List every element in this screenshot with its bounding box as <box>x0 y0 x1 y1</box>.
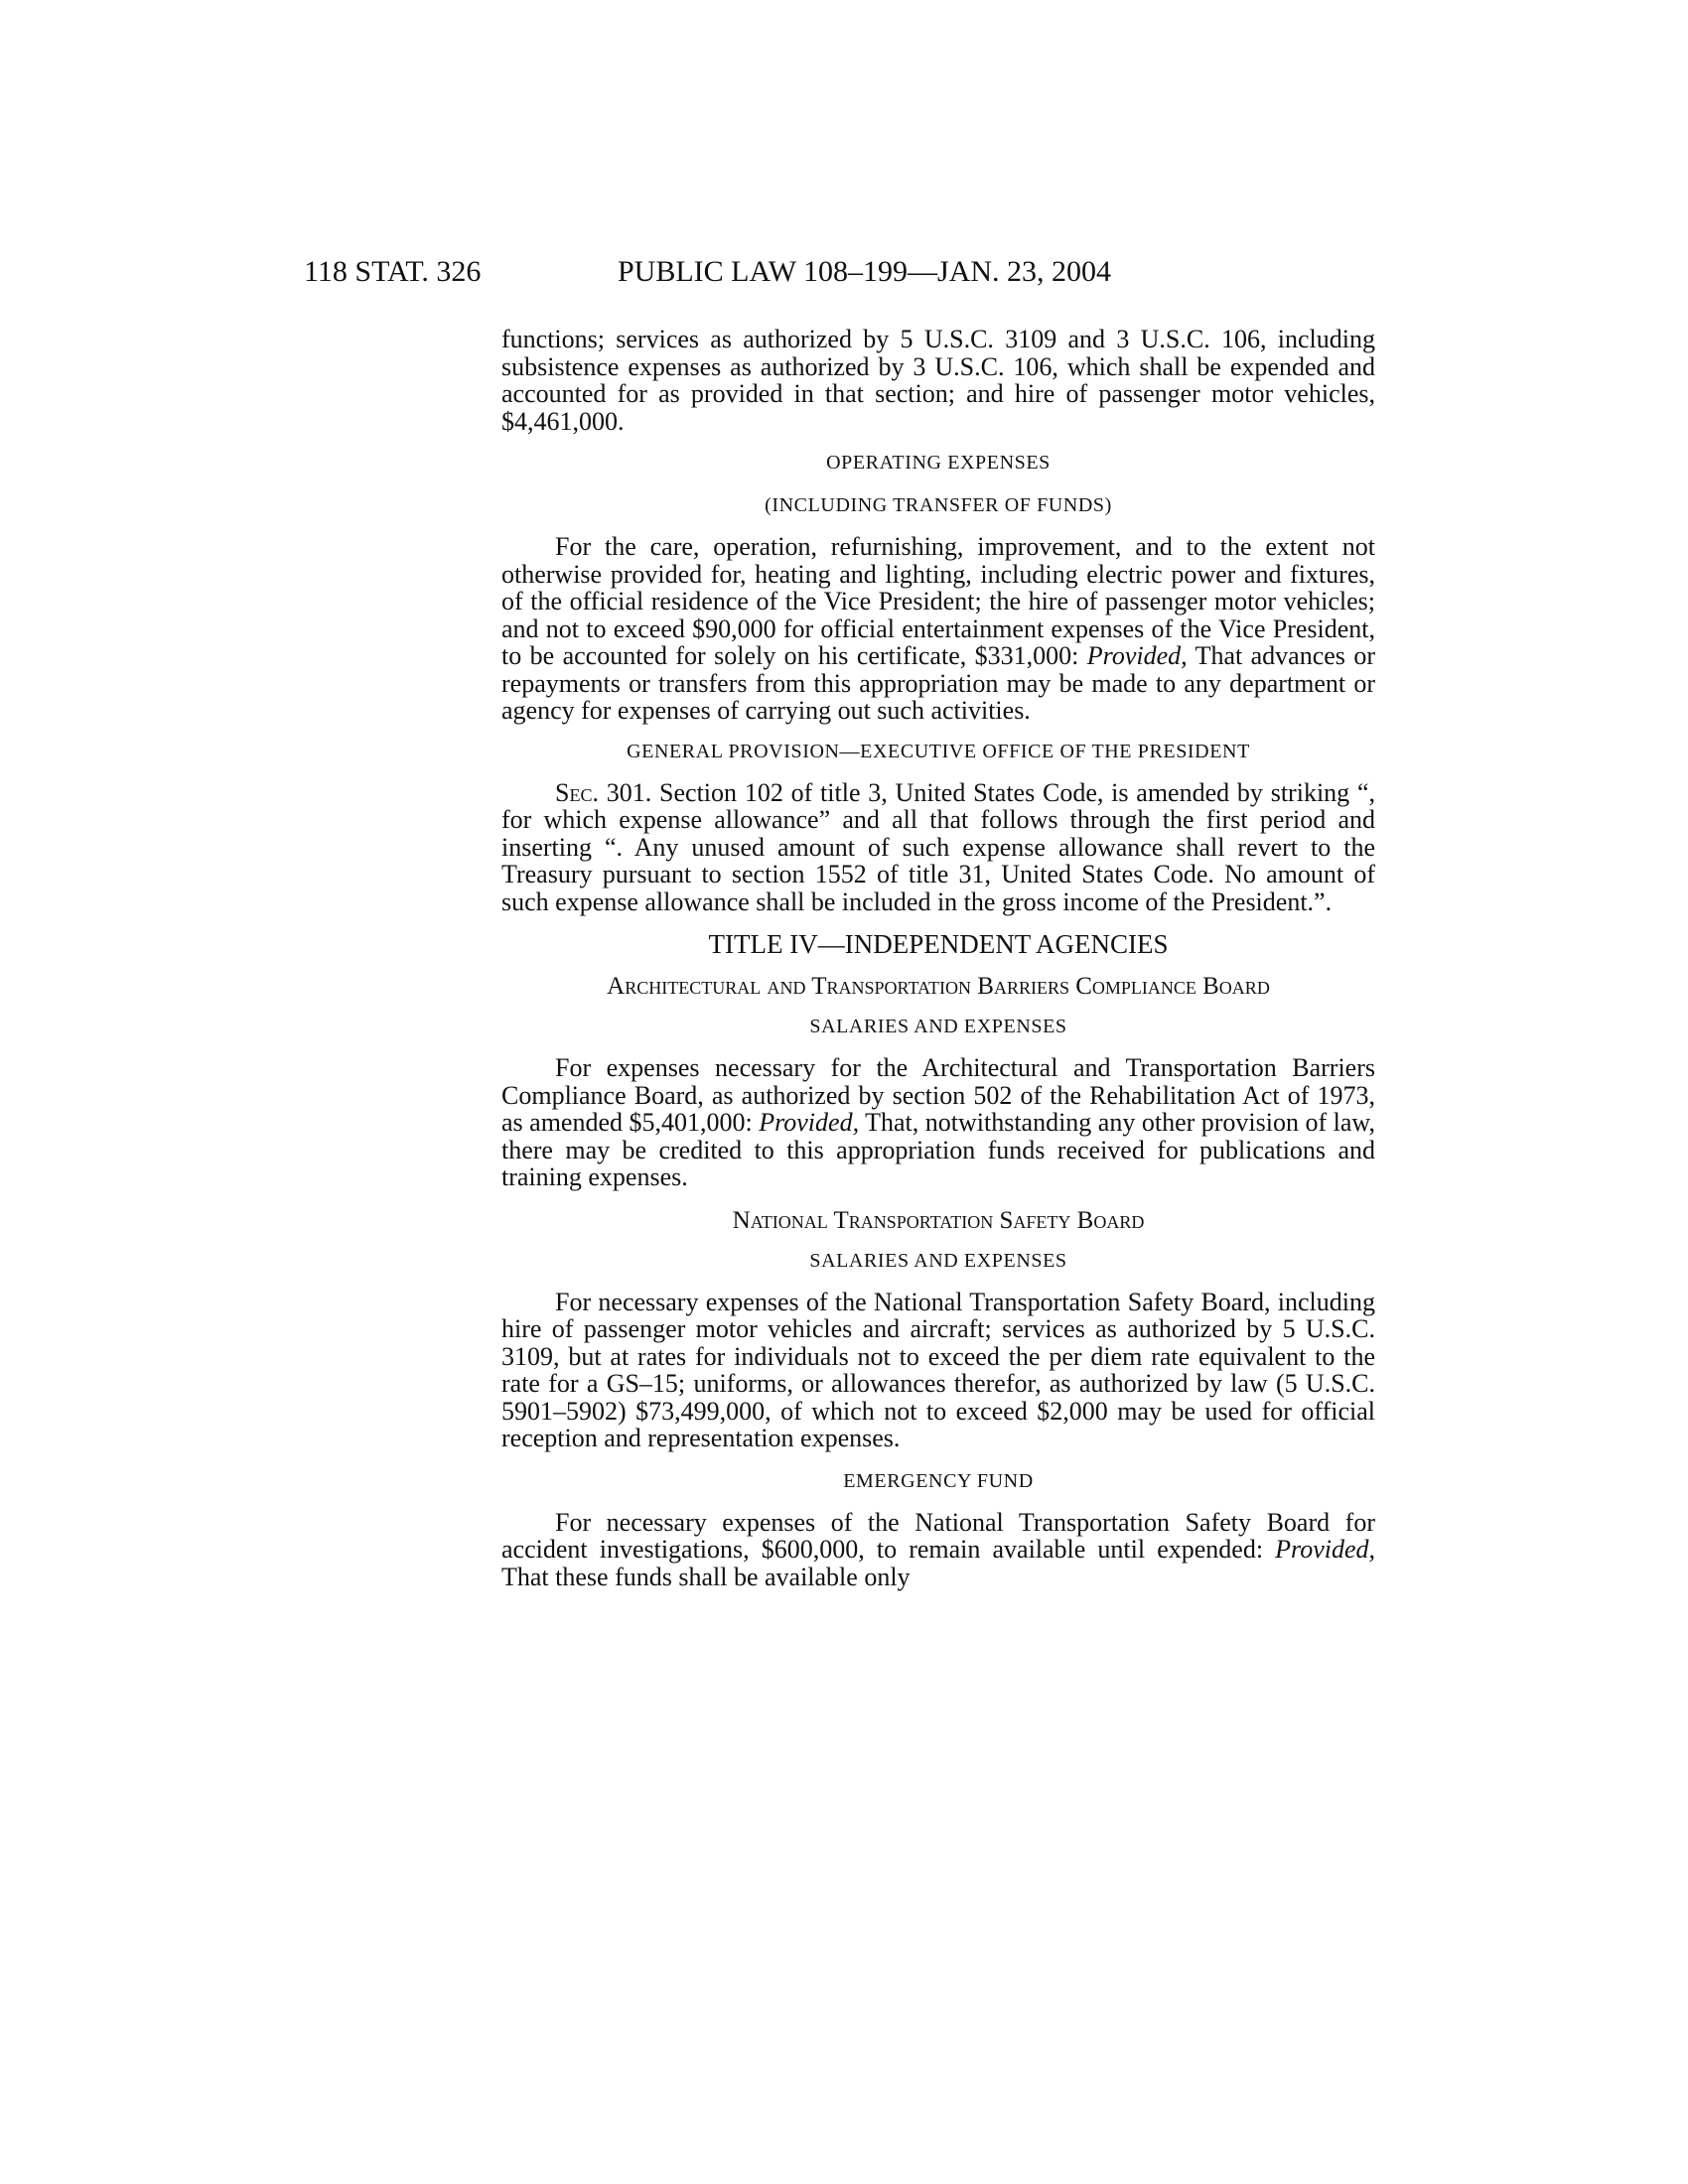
public-law-reference: PUBLIC LAW 108–199—JAN. 23, 2004 <box>618 255 1112 288</box>
operating-expenses-heading: OPERATING EXPENSES <box>826 452 1051 474</box>
ntsb-salaries-heading: SALARIES AND EXPENSES <box>809 1249 1067 1272</box>
emergency-fund-heading: EMERGENCY FUND <box>843 1469 1034 1492</box>
section-301-paragraph <box>501 779 1375 916</box>
access-board-agency-heading: Architectural and Transportation Barriers Compliance Board <box>607 973 1270 1000</box>
statute-page-reference: 118 STAT. 326 <box>304 255 482 288</box>
provided-italic: Provided, <box>759 1108 860 1137</box>
operating-expenses-paragraph <box>501 533 1375 725</box>
text-column <box>501 326 1375 1590</box>
running-head <box>0 252 1688 292</box>
provided-italic: Provided, <box>1086 641 1188 670</box>
section-label: Sec. <box>555 777 599 807</box>
emergency-text-part-b: That these funds shall be available only <box>501 1562 911 1591</box>
provided-italic: Provided, <box>1275 1535 1375 1564</box>
operating-text-part-b: That advances or repayments or transfers from this appropriation may be made to any department or agency for expenses of carrying out such activities. <box>501 641 1375 725</box>
section-301-text: 301. Section 102 of title 3, United States Code, is amended by striking “, for which expense allowance” and all that follows through the first period and inserting “. Any unused amount of such expense allowance shall revert to the Treasury pursuant to section 1552 of title 31, United States Code. No amount of such expense allowance shall be included in the gross income of the President.”. <box>501 777 1375 916</box>
ntsb-agency-heading: National Transportation Safety Board <box>732 1206 1145 1234</box>
title-iv-heading: TITLE IV—INDEPENDENT AGENCIES <box>708 929 1169 959</box>
emergency-fund-paragraph <box>501 1509 1375 1591</box>
ntsb-salaries-paragraph: For necessary expenses of the National Transportation Safety Board, including hire of passenger motor vehicles and aircraft; services as authorized by 5 U.S.C. 3109, but at rates for individuals not to exceed the per diem rate equivalent to the rate for a GS–15; uniforms, or allowances therefor, as authorized by law (5 U.S.C. 5901–5902) $73,499,000, of which not to exceed $2,000 may be used for official reception and representation expenses. <box>501 1287 1375 1452</box>
access-board-paragraph <box>501 1054 1375 1191</box>
access-board-text-part-b: That, notwithstanding any other provision of law, there may be credited to this appropriation funds received for publications and training expenses. <box>501 1108 1376 1191</box>
emergency-text-part-a: For necessary expenses of the National Transportation Safety Board for accident investigations, $600,000, to remain available until expended: <box>501 1507 1375 1564</box>
access-board-text-part-a: For expenses necessary for the Architectural and Transportation Barriers Compliance Board, as authorized by section 502 of the Rehabilitation Act of 1973, as amended $5,401,000: <box>501 1053 1375 1137</box>
operating-text-part-a: For the care, operation, refurnishing, improvement, and to the extent not otherwise provided for, heating and lighting, including electric power and fixtures, of the official residence of the Vice President; the hire of passenger motor vehicles; and not to exceed $90,000 for official entertainment expenses of the Vice President, to be accounted for solely on his certificate, $331,000: <box>501 532 1375 670</box>
access-board-salaries-heading: SALARIES AND EXPENSES <box>809 1016 1067 1037</box>
transfer-of-funds-subheading: (INCLUDING TRANSFER OF FUNDS) <box>765 494 1112 516</box>
intro-paragraph: functions; services as authorized by 5 U.S.C. 3109 and 3 U.S.C. 106, including subsistence expenses as authorized by 3 U.S.C. 106, which shall be expended and accounted for as provided in that section; and hire of passenger motor vehicles, $4,461,000. <box>501 325 1375 436</box>
general-provision-heading: GENERAL PROVISION—EXECUTIVE OFFICE OF THE PRESIDENT <box>627 740 1250 762</box>
